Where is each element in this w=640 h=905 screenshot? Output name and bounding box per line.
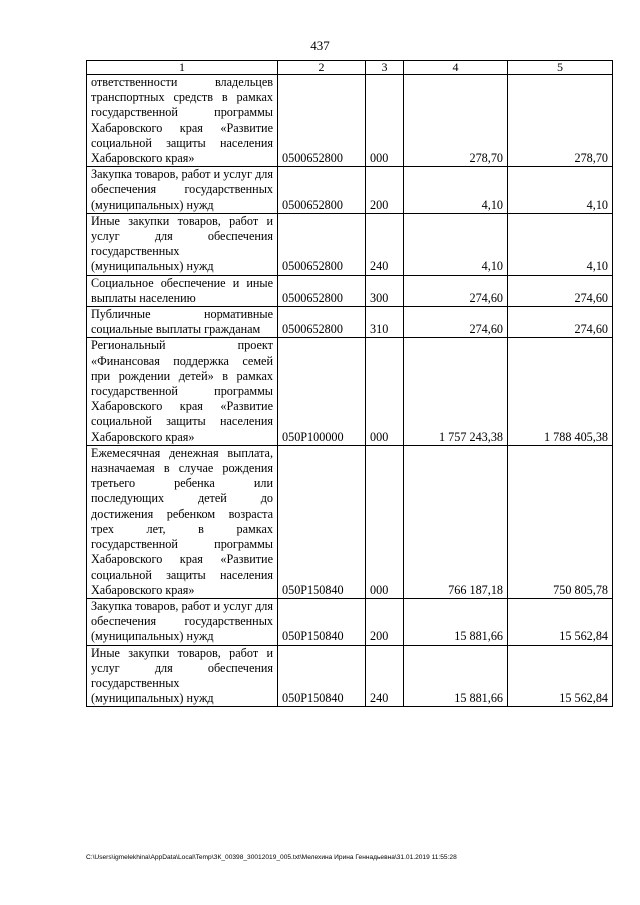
table-row bbox=[87, 75, 613, 167]
row-description: Иные закупки товаров, работ и услуг для обеспечения государственных (муниципальных) нужд bbox=[87, 645, 278, 707]
table-row bbox=[87, 213, 613, 275]
row-expense-type: 200 bbox=[366, 167, 404, 214]
row-target-code: 050P150840 bbox=[278, 445, 366, 598]
table-header-row bbox=[87, 61, 613, 75]
row-amount-col5: 15 562,84 bbox=[508, 598, 613, 645]
table-row bbox=[87, 645, 613, 707]
row-amount-col4: 4,10 bbox=[404, 213, 508, 275]
column-header-2: 2 bbox=[278, 61, 366, 75]
row-expense-type: 000 bbox=[366, 338, 404, 445]
row-amount-col4: 4,10 bbox=[404, 167, 508, 214]
row-expense-type: 310 bbox=[366, 307, 404, 338]
row-amount-col4: 1 757 243,38 bbox=[404, 338, 508, 445]
column-header-3: 3 bbox=[366, 61, 404, 75]
row-description: Ежемесячная денежная выплата, назначаемая в случае рождения третьего ребенка или последующих детей до достижения ребенком возраста трех лет, в рамках государственной программы Хабаровского края «Развитие социальной защиты населения Хабаровского края» bbox=[87, 445, 278, 598]
column-header-4: 4 bbox=[404, 61, 508, 75]
row-expense-type: 200 bbox=[366, 598, 404, 645]
row-target-code: 0500652800 bbox=[278, 213, 366, 275]
row-amount-col5: 4,10 bbox=[508, 213, 613, 275]
row-description: ответственности владельцев транспортных средств в рамках государственной программы Хабаровского края «Развитие социальной защиты населения Хабаровского края» bbox=[87, 75, 278, 167]
row-expense-type: 000 bbox=[366, 75, 404, 167]
row-amount-col4: 274,60 bbox=[404, 307, 508, 338]
row-description: Публичные нормативные социальные выплаты гражданам bbox=[87, 307, 278, 338]
table-row bbox=[87, 307, 613, 338]
row-target-code: 050P100000 bbox=[278, 338, 366, 445]
row-amount-col4: 278,70 bbox=[404, 75, 508, 167]
row-amount-col4: 15 881,66 bbox=[404, 645, 508, 707]
table-row bbox=[87, 275, 613, 306]
row-amount-col5: 15 562,84 bbox=[508, 645, 613, 707]
row-expense-type: 240 bbox=[366, 213, 404, 275]
row-amount-col5: 750 805,78 bbox=[508, 445, 613, 598]
document-footer-path: C:\Users\igmelekhina\AppData\Local\Temp\ЗК_00398_30012019_005.txt\Мелехина Ирина Геннадьевна\31.01.2019 11:55:28 bbox=[86, 854, 457, 861]
row-amount-col5: 278,70 bbox=[508, 75, 613, 167]
row-expense-type: 000 bbox=[366, 445, 404, 598]
row-amount-col4: 766 187,18 bbox=[404, 445, 508, 598]
row-amount-col5: 4,10 bbox=[508, 167, 613, 214]
table-row bbox=[87, 445, 613, 598]
row-amount-col5: 274,60 bbox=[508, 307, 613, 338]
row-description: Иные закупки товаров, работ и услуг для обеспечения государственных (муниципальных) нужд bbox=[87, 213, 278, 275]
row-target-code: 0500652800 bbox=[278, 307, 366, 338]
row-target-code: 0500652800 bbox=[278, 275, 366, 306]
page-number: 437 bbox=[310, 38, 330, 53]
row-description: Закупка товаров, работ и услуг для обеспечения государственных (муниципальных) нужд bbox=[87, 167, 278, 214]
column-header-5: 5 bbox=[508, 61, 613, 75]
row-description: Региональный проект «Финансовая поддержка семей при рождении детей» в рамках государственной программы Хабаровского края «Развитие социальной защиты населения Хабаровского края» bbox=[87, 338, 278, 445]
row-target-code: 050P150840 bbox=[278, 598, 366, 645]
row-amount-col4: 15 881,66 bbox=[404, 598, 508, 645]
row-target-code: 050P150840 bbox=[278, 645, 366, 707]
row-expense-type: 240 bbox=[366, 645, 404, 707]
table-row bbox=[87, 167, 613, 214]
row-expense-type: 300 bbox=[366, 275, 404, 306]
row-description: Закупка товаров, работ и услуг для обеспечения государственных (муниципальных) нужд bbox=[87, 598, 278, 645]
row-amount-col5: 274,60 bbox=[508, 275, 613, 306]
row-description: Социальное обеспечение и иные выплаты населению bbox=[87, 275, 278, 306]
row-amount-col5: 1 788 405,38 bbox=[508, 338, 613, 445]
table-row bbox=[87, 598, 613, 645]
budget-table bbox=[86, 60, 613, 707]
row-amount-col4: 274,60 bbox=[404, 275, 508, 306]
column-header-1: 1 bbox=[87, 61, 278, 75]
row-target-code: 0500652800 bbox=[278, 167, 366, 214]
table-row bbox=[87, 338, 613, 445]
row-target-code: 0500652800 bbox=[278, 75, 366, 167]
